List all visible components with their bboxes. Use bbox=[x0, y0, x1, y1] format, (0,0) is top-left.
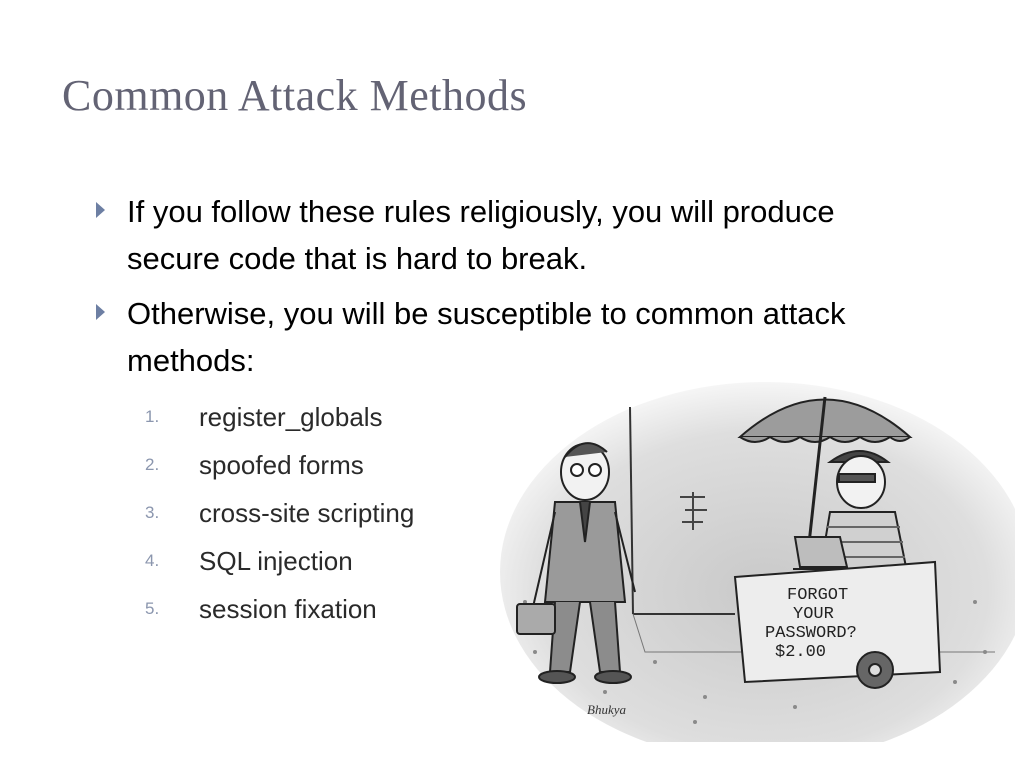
list-number: 2. bbox=[145, 455, 160, 474]
list-text: cross-site scripting bbox=[199, 497, 415, 528]
list-text: register_globals bbox=[199, 401, 383, 432]
attack-methods-list bbox=[145, 393, 414, 633]
list-number: 4. bbox=[145, 551, 160, 570]
bullet-text: Otherwise, you will be susceptible to common attack methods: bbox=[127, 296, 846, 378]
list-text: SQL injection bbox=[199, 545, 353, 576]
bullet-text: If you follow these rules religiously, you will produce secure code that is hard to break. bbox=[127, 194, 835, 276]
cartoon-illustration bbox=[495, 352, 1015, 742]
list-item bbox=[145, 585, 414, 633]
list-number: 5. bbox=[145, 599, 160, 618]
list-item bbox=[145, 393, 414, 441]
sign-line: PASSWORD? bbox=[765, 624, 857, 643]
sign-line: $2.00 bbox=[775, 643, 827, 662]
bullet-item bbox=[96, 188, 856, 282]
sign-line: YOUR bbox=[793, 605, 834, 624]
list-text: spoofed forms bbox=[199, 449, 364, 480]
slide-title: Common Attack Methods bbox=[62, 71, 528, 120]
list-number: 1. bbox=[145, 407, 160, 426]
cartoonist-signature: Bhukya bbox=[587, 702, 626, 717]
list-item bbox=[145, 537, 414, 585]
sign-line: FORGOT bbox=[787, 586, 849, 605]
list-text: session fixation bbox=[199, 593, 377, 624]
list-number: 3. bbox=[145, 503, 160, 522]
list-item bbox=[145, 489, 414, 537]
bullet-arrow-icon bbox=[96, 304, 105, 320]
list-item bbox=[145, 441, 414, 489]
bullet-arrow-icon bbox=[96, 202, 105, 218]
